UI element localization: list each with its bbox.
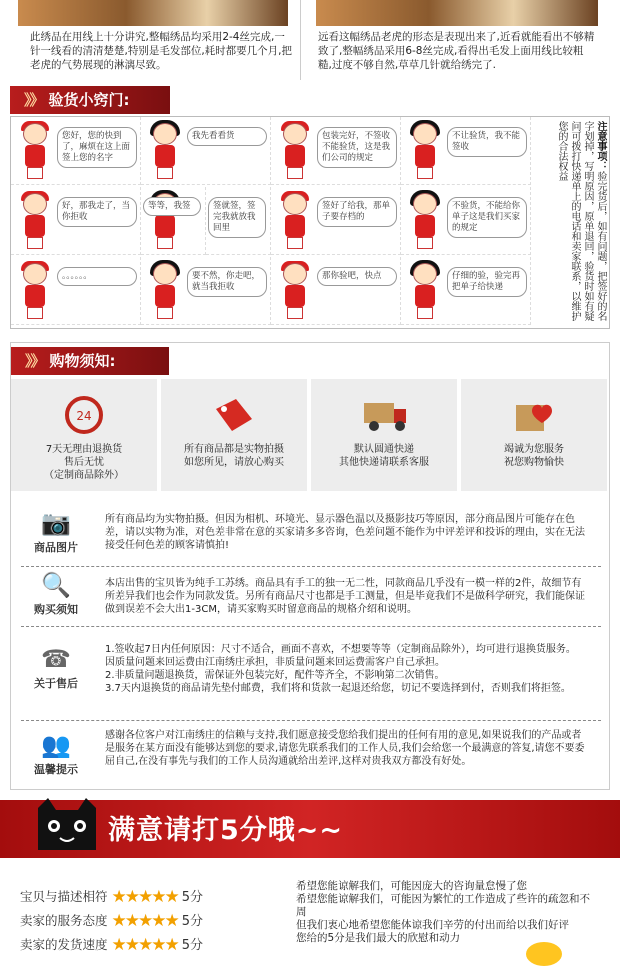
inspection-notice: [519, 121, 607, 321]
courier-icon: [275, 193, 315, 251]
real-tag-icon: [212, 393, 256, 437]
notice-text: 验完货后，如有问题，把签好的名字划掉，写明原因，原单退回，验货时如有疑问可拨打快递单上的电话和卖家联系，以维护您的合法权益: [556, 121, 606, 321]
rating-row-description: [20, 886, 203, 907]
comic-cell: [206, 187, 271, 255]
rating-score: 5分: [181, 938, 203, 953]
comic-cell: [11, 257, 141, 325]
rating-message: 希望您能谅解我们，可能因庞大的咨询量怠慢了您 希望您能谅解我们，可能因为繁忙的工作造成了些许的疏忽和不周 但我们衷心地希望您能体谅我们辛劳的付出而给以我们好评 您给的5分是我们最大的欣慰和动力: [296, 880, 590, 944]
rating-label: 卖家的服务态度: [20, 913, 108, 928]
people-icon: 👥: [41, 731, 71, 759]
courier-icon: [275, 263, 315, 321]
comic-cell: [141, 117, 271, 185]
inspection-title: 验货小窍门:: [48, 91, 130, 109]
comic-cell: [271, 257, 401, 325]
comic-cell: [401, 187, 531, 255]
info-purchase-text: 本店出售的宝贝皆为纯手工苏绣。商品具有手工的独一无二性，同款商品几乎没有一模一样的2件，故细节有所差异我们也会作为同款发货。另所有商品尺寸也都是手工测量，但是毕竟我们不是做科学研究，我们能保证做到误差不会大出1-3CM，请买家购买时留意商品的规格介绍和说明。: [105, 578, 585, 615]
speech-bubble: 不让验货，我不能签收: [447, 127, 527, 157]
speech-bubble: 签就签，签完我就放我回里: [208, 197, 266, 238]
speech-bubble: 签好了给我，那单子要存档的: [317, 197, 397, 227]
rating-row-service: [20, 910, 203, 931]
speech-bubble: 好，那我走了，当你拒收: [57, 197, 137, 227]
info-purchase-label-wrap: [21, 571, 91, 617]
feature-service-text: 竭诚为您服务 祝您购物愉快: [504, 444, 564, 468]
info-row-aftersale: [21, 629, 601, 721]
comic-cell: [141, 187, 206, 255]
girl-icon: [405, 263, 445, 321]
comic-cell: [271, 117, 401, 185]
info-tips-label: 温馨提示: [34, 763, 78, 776]
info-row-photos: [21, 503, 601, 567]
arrows-icon: 》》: [24, 91, 43, 109]
return-24h-icon: [62, 393, 106, 437]
rating-title: 满意请打5分哦~~: [108, 815, 344, 846]
comic-cell: [271, 187, 401, 255]
rating-row-shipping: [20, 934, 203, 955]
shopping-notice: [10, 342, 610, 790]
notice-title: 注意事项：: [595, 121, 606, 171]
rating-label: 卖家的发货速度: [20, 937, 108, 952]
comic-cell: [11, 117, 141, 185]
feature-real-photo-text: 所有商品都是实物拍摄 如您所见，请放心购买: [184, 444, 284, 468]
info-photos-label-wrap: [21, 509, 91, 555]
feature-return-text: 7天无理由退换货 售后无忧 （定制商品除外）: [44, 444, 124, 481]
info-photos-text: 所有商品均为实物拍摄。但因为相机、环境光、显示器色温以及摄影技巧等原因，部分商品图片可能存在色差，请以实物为准，对色差非常在意的买家请多多咨询，色差问题不能作为中评差评和投诉的理由，实在无法接受任何色差的顾客请慎拍!: [105, 514, 585, 551]
info-row-purchase: [21, 569, 601, 627]
chick-mascot-icon: [526, 942, 562, 966]
comic-cell: [401, 257, 531, 325]
girl-icon: [145, 263, 185, 321]
gift-box-heart-icon: [512, 393, 556, 437]
camera-icon: 📷: [41, 509, 71, 537]
inspection-comic: [10, 116, 610, 329]
speech-bubble: 包装完好，不签收不能验货，这是我们公司的规定: [317, 127, 397, 168]
info-tips-text: 感谢各位客户对江南绣庄的信赖与支持,我们愿意接受您给我们提出的任何有用的意见,如果说我们的产品或者是服务在某方面没有能够达到您的要求,请您先联系我们的工作人员,我们会给您一个最满意的答复,请您不要委屈自己,在没有事先与我们的工作人员沟通就给出差评,这样对贵我双方都没有好处。: [105, 730, 585, 767]
courier-icon: [15, 123, 55, 181]
rating-score: 5分: [181, 890, 203, 905]
shopping-title: 购物须知:: [49, 352, 116, 370]
info-photos-label: 商品图片: [34, 541, 78, 554]
coarse-caption: 远看这幅绣品老虎的形态是表现出来了,近看就能看出不够精致了,整幅绣品采用6-8丝完成,看得出毛发上面用线比较粗糙,过度不够自然,草草几针就给绣完了.: [318, 31, 595, 71]
svg-text:24: 24: [76, 409, 92, 423]
speech-bubble: 不验货，不能给你单子这是我们买家的规定: [447, 197, 527, 238]
feature-service: [461, 379, 607, 491]
feature-delivery-text: 默认圆通快递 其他快递请联系客服: [339, 444, 429, 468]
delivery-truck-icon: [362, 393, 406, 437]
arrows-icon: 》》: [25, 352, 44, 370]
fine-caption: 此绣品在用线上十分讲究,整幅绣品均采用2-4丝完成,一针一线看的清清楚楚,特别是毛发部位,耗时都要几个月,把老虎的气势展现的淋漓尽致。: [30, 31, 293, 71]
speech-bubble: 仔细的验，验完再把单子给快递: [447, 267, 527, 297]
comparison-band: [0, 0, 620, 80]
info-purchase-label: 购买须知: [34, 603, 78, 616]
phone-icon: ☎: [41, 645, 71, 673]
feature-delivery: [311, 379, 457, 491]
comic-cell: [141, 257, 271, 325]
comic-cell: [11, 187, 141, 255]
feature-real-photo: [161, 379, 307, 491]
speech-bubble: 您好，您的快到了，麻烦在这上面签上您的名字: [57, 127, 137, 168]
info-aftersale-label: 关于售后: [34, 677, 78, 690]
coarse-embroidery-image: [316, 0, 598, 26]
divider: [300, 0, 301, 80]
girl-icon: [405, 123, 445, 181]
inspection-header: [10, 86, 170, 114]
info-row-tips: [21, 725, 601, 787]
info-tips-label-wrap: [21, 731, 91, 777]
speech-bubble: 那你验吧，快点: [317, 267, 397, 286]
star-rating[interactable]: ★★★★★: [111, 935, 178, 955]
rating-label: 宝贝与描述相符: [20, 889, 108, 904]
speech-bubble: 。。。。。。: [57, 267, 137, 286]
info-aftersale-text: 1.签收起7日内任何原因：尺寸不适合，画面不喜欢，不想要等等（定制商品除外），均可进行退换货服务。因质量问题来回运费由江南绣庄承担，非质量问题来回运费需客户自己承担。 2.非质量问题退换货，需保证外包装完好，配件等齐全，不影响第二次销售。 3.7天内退换货的商品请先垫付邮费，我们将和货款一起退还给您，切记不要选择到付，否则我们将拒签。: [105, 644, 576, 694]
rating-score: 5分: [181, 914, 203, 929]
courier-icon: [15, 193, 55, 251]
courier-icon: [15, 263, 55, 321]
girl-icon: [145, 123, 185, 181]
fine-embroidery-image: [18, 0, 288, 26]
courier-icon: [275, 123, 315, 181]
search-icon: 🔍: [41, 571, 71, 599]
star-rating[interactable]: ★★★★★: [111, 887, 178, 907]
speech-bubble: 要不然，你走吧，就当我拒收: [187, 267, 267, 297]
star-rating[interactable]: ★★★★★: [111, 911, 178, 931]
speech-bubble: 我先看看货: [187, 127, 267, 146]
comic-cell: [401, 117, 531, 185]
feature-return: [11, 379, 157, 491]
tmall-cat-icon: [32, 798, 102, 860]
speech-bubble: 等等，我签: [143, 197, 201, 216]
girl-icon: [405, 193, 445, 251]
info-aftersale-label-wrap: [21, 645, 91, 691]
shopping-header: [11, 347, 169, 375]
